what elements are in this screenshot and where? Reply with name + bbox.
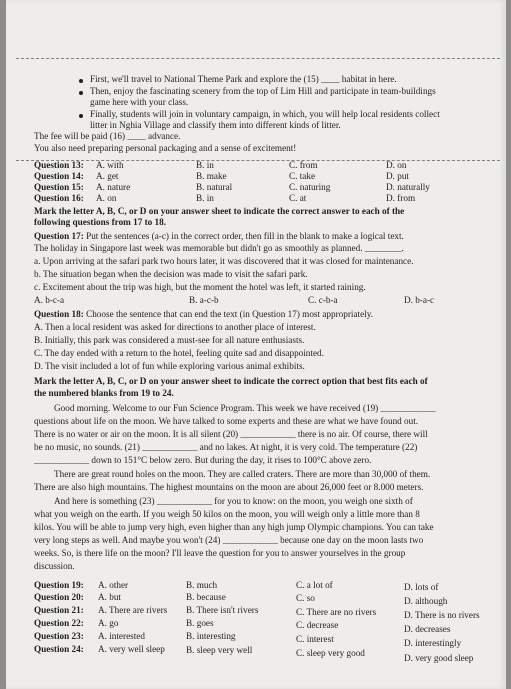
- q17-sentence-a: a. Upon arriving at the safari park two hours later, it was discovered that it was closed for maintenance.: [34, 256, 414, 266]
- notice-bullet-2: Then, enjoy the fascinating scenery from the top of Lim Hill and participate in team-buildings: [90, 86, 436, 96]
- option-c[interactable]: C. so: [296, 593, 315, 603]
- notice-bullet-2-cont: game here with your class.: [90, 97, 189, 107]
- passage-line: There are also high mountains. The highest mountains on the moon are about 26,000 feet or 8.000 meters.: [34, 482, 424, 492]
- option-d[interactable]: D. The visit included a lot of fun while exploring various animal exhibits.: [34, 361, 305, 371]
- option-c[interactable]: C. The day ended with a return to the hotel, feeling quite sad and disappointed.: [34, 348, 324, 358]
- question-label: Question 19:: [34, 580, 84, 590]
- option-b[interactable]: B. much: [186, 580, 218, 590]
- option-c[interactable]: C. from: [289, 160, 318, 170]
- passage-line: Good morning. Welcome to our Fun Science Program. This week we have received (19) ____________: [54, 403, 436, 413]
- option-d[interactable]: D. There is no rivers: [404, 610, 480, 620]
- option-a[interactable]: A. on: [96, 193, 117, 203]
- option-d[interactable]: D. b-a-c: [404, 295, 435, 305]
- option-b[interactable]: B. natural: [196, 182, 233, 192]
- option-b[interactable]: B. make: [196, 171, 227, 181]
- option-c[interactable]: C. decrease: [296, 620, 339, 630]
- instruction-line: Mark the letter A, B, C, or D on your answer sheet to indicate the correct answer to each of the: [34, 206, 405, 216]
- option-c[interactable]: C. c-b-a: [308, 295, 338, 305]
- option-c[interactable]: C. There are no rivers: [296, 607, 377, 617]
- option-a[interactable]: A. interested: [98, 631, 145, 641]
- option-d[interactable]: D. lots of: [404, 582, 439, 592]
- question-label: Question 16:: [34, 193, 84, 203]
- option-b[interactable]: B. Initially, this park was considered a must-see for all nature enthusiasts.: [34, 335, 305, 345]
- option-a[interactable]: A. nature: [96, 182, 131, 192]
- option-a[interactable]: A. There are rivers: [98, 605, 168, 615]
- question-label: Question 20:: [34, 592, 84, 602]
- option-d[interactable]: D. interestingly: [404, 638, 462, 648]
- option-a[interactable]: A. b-c-a: [34, 295, 65, 305]
- option-a[interactable]: A. go: [98, 618, 119, 628]
- option-c[interactable]: C. at: [289, 193, 307, 203]
- q17-sentence-c: c. Excitement about the trip was high, but the moment the hotel was left, it started raining.: [34, 282, 366, 292]
- option-a[interactable]: A. very well sleep: [98, 644, 165, 654]
- passage-line: questions about life on the moon. We have talked to some experts and these are what we have found out.: [34, 416, 419, 426]
- option-b[interactable]: B. a-c-b: [189, 295, 219, 305]
- option-a[interactable]: A. but: [98, 592, 121, 602]
- question-label: Question 14:: [34, 171, 84, 181]
- passage-line: discussion.: [34, 561, 75, 571]
- option-d[interactable]: D. on: [386, 160, 407, 170]
- option-c[interactable]: C. take: [289, 171, 316, 181]
- option-b[interactable]: B. interesting: [186, 631, 236, 641]
- option-d[interactable]: D. put: [386, 171, 409, 181]
- question-label: Question 13:: [34, 160, 84, 170]
- option-c[interactable]: C. sleep very good: [296, 648, 365, 658]
- bullet-icon: [79, 79, 83, 83]
- passage-line: be no music, no sounds. (21) ____________ and no lakes. At night, it is very cold. The temperature (22): [34, 442, 418, 452]
- notice-bullet-3: Finally, students will join in voluntary campaign, in which, you will help local residents collect: [90, 109, 440, 119]
- question-label: Question 24:: [34, 644, 84, 654]
- bullet-icon: [79, 114, 83, 118]
- option-a[interactable]: A. with: [96, 160, 124, 170]
- option-c[interactable]: C. a lot of: [296, 580, 333, 590]
- passage-line: very long steps as well. And maybe you won't (24) ____________ because one day on the moon lasts two: [34, 535, 424, 545]
- closing-line: You also need preparing personal packaging and a sense of excitement!: [34, 143, 297, 153]
- option-b[interactable]: B. in: [196, 193, 214, 203]
- question-label: Question 23:: [34, 631, 84, 641]
- bullet-icon: [79, 91, 83, 95]
- option-b[interactable]: B. sleep very well: [186, 645, 253, 655]
- instruction-line: the numbered blanks from 19 to 24.: [34, 388, 174, 398]
- option-b[interactable]: B. in: [196, 160, 214, 170]
- exam-content: [6, 0, 506, 689]
- question-label: Question 15:: [34, 182, 84, 192]
- option-c[interactable]: C. naturing: [289, 182, 331, 192]
- passage-line: kilos. You will be able to jump very high, even higher than any high jump Olympic champions. You can take: [34, 522, 434, 532]
- question-prompt: Put the sentences (a-c) in the correct order, then fill in the blank to make a logical text.: [86, 231, 404, 241]
- option-d[interactable]: D. from: [386, 193, 416, 203]
- option-b[interactable]: B. goes: [186, 618, 214, 628]
- option-b[interactable]: B. because: [186, 592, 226, 602]
- option-b[interactable]: B. There isn't rivers: [186, 605, 259, 615]
- passage-line: ____________ down to 151°C below zero. But during the day, it rises to 100°C above zero.: [34, 455, 372, 465]
- question-label: Question 17:: [34, 231, 84, 241]
- option-c[interactable]: C. interest: [296, 634, 334, 644]
- question-label: Question 22:: [34, 618, 84, 628]
- question-17: [34, 231, 404, 242]
- option-d[interactable]: D. naturally: [386, 182, 430, 192]
- option-d[interactable]: D. although: [404, 596, 448, 606]
- fee-line: The fee will be paid (16) ____ advance.: [34, 131, 181, 141]
- q17-lead: The holiday in Singapore last week was memorable but didn't go as smoothly as planned. ________.: [34, 243, 404, 253]
- q17-sentence-b: b. The situation began when the decision was made to visit the safari park.: [34, 269, 308, 279]
- option-a[interactable]: A. get: [96, 171, 119, 181]
- option-a[interactable]: A. Then a local resident was asked for directions to another place of interest.: [34, 322, 316, 332]
- passage-line: And here is something (23) ____________ for you to know: on the moon, you weigh one sixth of: [54, 496, 413, 506]
- option-d[interactable]: D. decreases: [404, 624, 451, 634]
- question-label: Question 21:: [34, 605, 84, 615]
- instruction-line: following questions from 17 to 18.: [34, 217, 167, 227]
- exam-paper: [6, 0, 506, 689]
- question-prompt: Choose the sentence that can end the text (in Question 17) most appropriately.: [86, 309, 374, 319]
- notice-bullet-3-cont: litter in Nghia Village and classify them into different kinds of litter.: [90, 120, 341, 130]
- passage-line: what you weigh on the earth. If you weigh 50 kilos on the moon, you will weigh only a little more than 8: [34, 509, 420, 519]
- passage-line: There is no water or air on the moon. It is all silent (20) ____________ there is no air. Of course, there will: [34, 429, 428, 439]
- passage-line: There are great round holes on the moon. They are called craters. There are more than 30,000 of them.: [54, 469, 431, 479]
- option-a[interactable]: A. other: [98, 580, 129, 590]
- option-d[interactable]: D. very good sleep: [404, 653, 474, 663]
- question-label: Question 18:: [34, 309, 84, 319]
- passage-line: weeks. So, is there life on the moon? I'll leave the question for you to answer yourselves in the group: [34, 548, 406, 558]
- instruction-line: Mark the letter A, B, C, or D on your answer sheet to indicate the correct option that best fits each of: [34, 376, 428, 386]
- notice-bullet-1: First, we'll travel to National Theme Park and explore the (15) ____ habitat in here.: [90, 74, 397, 84]
- question-18: [34, 309, 373, 320]
